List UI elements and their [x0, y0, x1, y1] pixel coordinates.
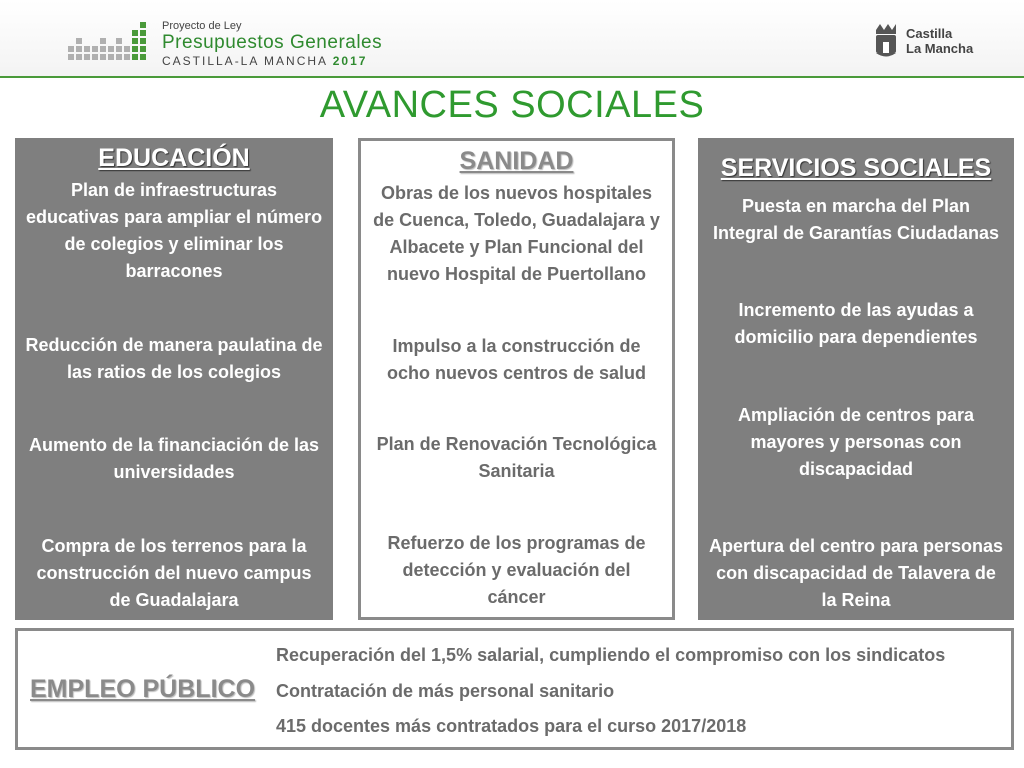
- education-item: Compra de los terrenos para la construcción del nuevo campus de Guadalajara: [36, 535, 312, 610]
- health-item: Obras de los nuevos hospitales de Cuenca, Toledo, Guadalajara y Albacete y Plan Funcional del nuevo Hospital de Puertollano: [373, 183, 660, 284]
- logo-region-line: [162, 54, 382, 68]
- health-item: Impulso a la construcción de ocho nuevos centros de salud: [386, 335, 647, 383]
- social-services-item: Ampliación de centros para mayores y personas con discapacidad: [737, 404, 975, 479]
- education-heading: EDUCACIÓN: [98, 144, 250, 172]
- education-panel: [15, 138, 333, 620]
- jccm-line1: Castilla: [906, 26, 953, 41]
- jccm-line2: La Mancha: [906, 41, 974, 56]
- budget-logo-text: [162, 20, 382, 68]
- social-services-panel: [698, 138, 1014, 620]
- jccm-logo: [872, 22, 973, 60]
- logo-title: Presupuestos Generales: [162, 32, 383, 53]
- slide-header: [0, 0, 1024, 78]
- health-panel: [358, 138, 675, 620]
- public-employment-panel: [15, 628, 1014, 750]
- social-services-heading: SERVICIOS SOCIALES: [720, 154, 992, 182]
- logo-region: CASTILLA-LA MANCHA: [162, 54, 328, 68]
- budget-logo-icon: [68, 22, 158, 64]
- logo-year: 2017: [332, 54, 368, 68]
- social-services-item: Incremento de las ayudas a domicilio para dependientes: [734, 300, 978, 348]
- education-item: Reducción de manera paulatina de las ratios de los colegios: [25, 334, 323, 382]
- health-item: Plan de Renovación Tecnológica Sanitaria: [376, 434, 657, 482]
- castle-crest-icon: [872, 22, 900, 60]
- header-divider: [0, 76, 1024, 78]
- social-services-item: Apertura del centro para personas con discapacidad de Talavera de la Reina: [708, 535, 1004, 610]
- education-item: Plan de infraestructuras educativas para ampliar el número de colegios y eliminar los barracones: [25, 180, 323, 281]
- health-item: Refuerzo de los programas de detección y evaluación del cáncer: [387, 532, 646, 607]
- logo-subtitle: Proyecto de Ley: [162, 20, 242, 32]
- public-employment-item: 415 docentes más contratados para el curso 2017/2018: [276, 716, 747, 736]
- public-employment-heading: EMPLEO PÚBLICO: [30, 675, 256, 703]
- slide-title: AVANCES SOCIALES: [319, 84, 705, 126]
- public-employment-item: Recuperación del 1,5% salarial, cumpliendo el compromiso con los sindicatos: [276, 645, 946, 665]
- health-heading: SANIDAD: [459, 147, 574, 175]
- education-item: Aumento de la financiación de las universidades: [28, 435, 320, 483]
- social-services-item: Puesta en marcha del Plan Integral de Garantías Ciudadanas: [712, 196, 1000, 243]
- public-employment-item: Contratación de más personal sanitario: [276, 681, 615, 701]
